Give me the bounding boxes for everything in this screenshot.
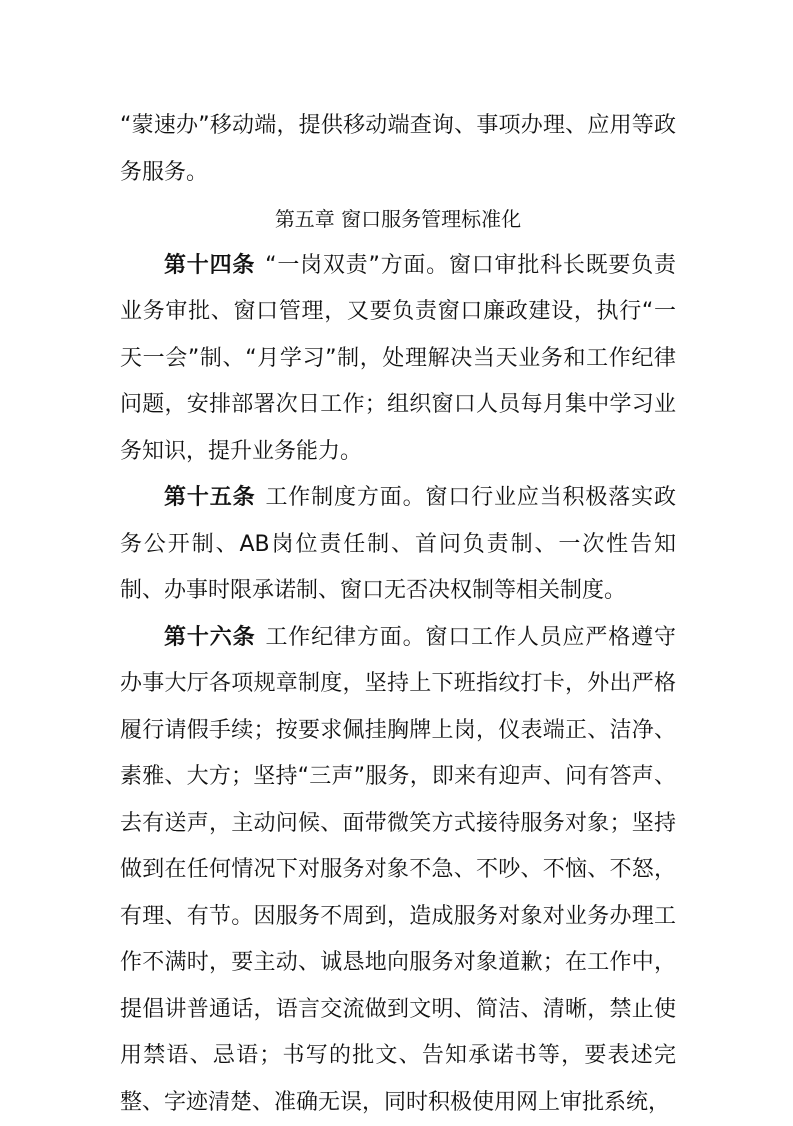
article-16-text: 工作纪律方面。窗口工作人员应严格遵守办事大厅各项规章制度，坚持上下班指纹打卡，外出严格履行请假手续；按要求佩挂胸牌上岗，仪表端正、洁净、素雅、大方；坚持“三声”服务，即来有迎声、问有答声、去有送声，主动问候、面带微笑方式接待服务对象；坚持做到在任何情况下对服务对象不急、不吵、不恼、不怒，有理、有节。因服务不周到，造成服务对象对业务办理工作不满时，要主动、诚恳地向服务对象道歉；在工作中，提倡讲普通话，语言交流做到文明、简洁、清晰，禁止使用禁语、忌语；书写的批文、告知承诺书等，要表述完整、字迹清楚、准确无误，同时积极使用网上审批系统， <box>120 625 676 1115</box>
article-15-number: 第十五条 <box>164 485 255 510</box>
chapter-title: 第五章 窗口服务管理标准化 <box>120 196 676 243</box>
article-14-text: “一岗双责”方面。窗口审批科长既要负责业务审批、窗口管理，又要负责窗口廉政建设，执行“一天一会”制、“月学习”制，处理解决当天业务和工作纪律问题，安排部署次日工作；组织窗口人员每月集中学习业务知识，提升业务能力。 <box>120 253 676 464</box>
article-16-number: 第十六条 <box>164 625 255 650</box>
article-15-text: 工作制度方面。窗口行业应当积极落实政务公开制、AB岗位责任制、首问负责制、一次性告知制、办事时限承诺制、窗口无否决权制等相关制度。 <box>120 485 676 603</box>
article-14-paragraph <box>120 243 676 476</box>
continuation-paragraph: “蒙速办”移动端，提供移动端查询、事项办理、应用等政务服务。 <box>120 103 676 196</box>
document-body <box>120 103 676 1126</box>
article-16-paragraph <box>120 615 676 1126</box>
article-15-paragraph <box>120 475 676 615</box>
article-14-number: 第十四条 <box>164 253 255 278</box>
